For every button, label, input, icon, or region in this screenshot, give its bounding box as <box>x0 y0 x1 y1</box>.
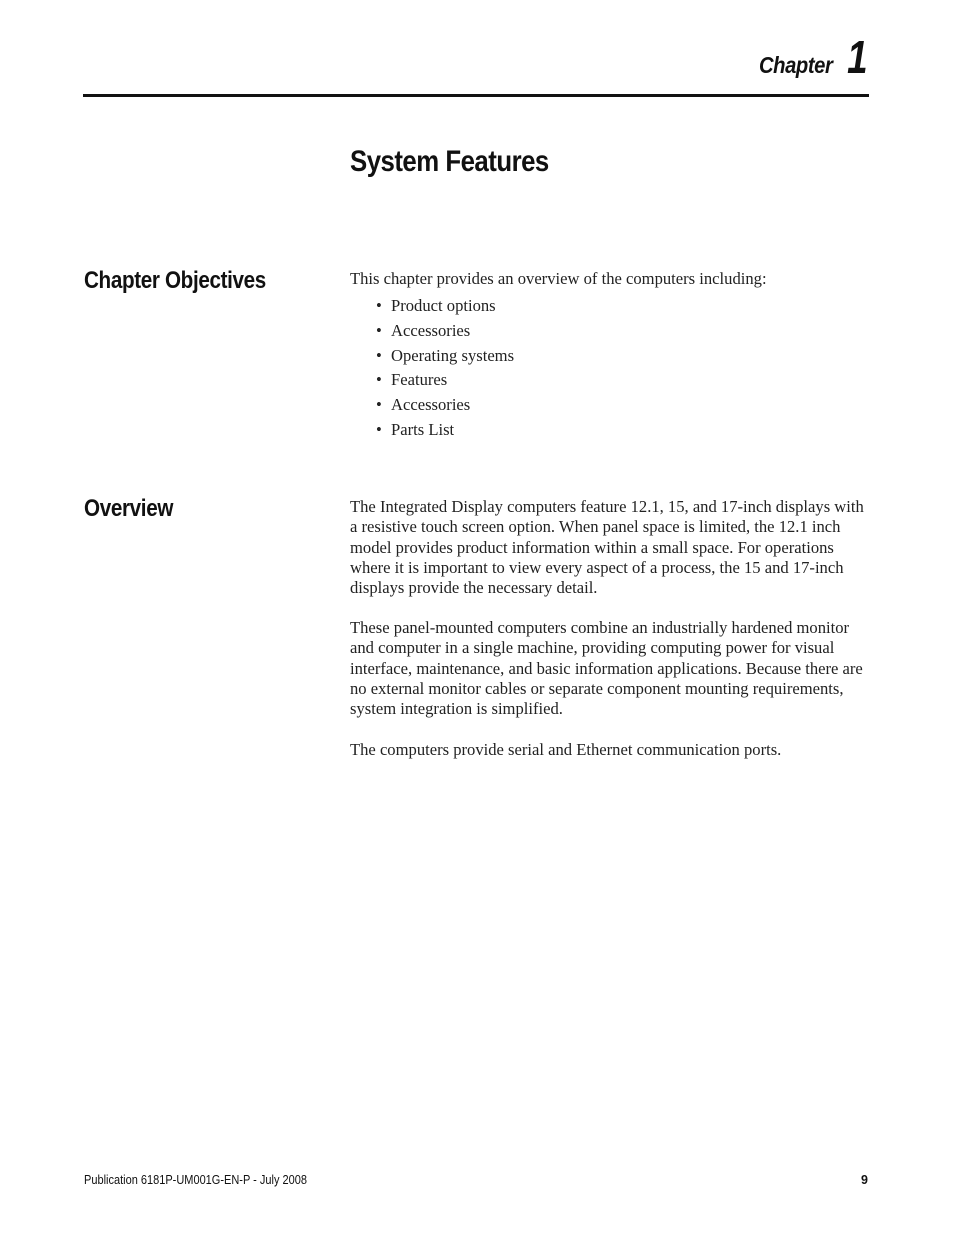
bullet-icon: • <box>376 296 382 315</box>
list-item <box>376 321 514 346</box>
chapter-header <box>749 31 868 83</box>
list-item-label: Operating systems <box>391 345 515 365</box>
bullet-icon: • <box>376 320 382 340</box>
overview-paragraph: These panel-mounted computers combine an industrially hardened monitor and computer in a single machine, providing computing power for visual interface, maintenance, and basic information applications. Because there are no external monitor cables or separate component mounting requirements, system integration is simplified. <box>350 618 863 719</box>
section-heading-overview: Overview <box>84 495 174 522</box>
overview-paragraph: The Integrated Display computers feature 12.1, 15, and 17-inch displays with a resistive touch screen option. When panel space is limited, the 12.1 inch model provides product information within a small space. For operations where it is important to view every aspect of a process, the 15 and 17-inch displays provide the necessary detail. <box>350 497 864 598</box>
list-item-label: Features <box>391 370 448 390</box>
page-title: System Features <box>350 145 549 178</box>
bullet-icon: • <box>376 419 382 439</box>
chapter-label: Chapter <box>759 52 833 78</box>
header-divider <box>83 94 869 97</box>
list-item-label: Parts List <box>391 419 455 439</box>
list-item <box>376 370 514 395</box>
chapter-number: 1 <box>847 31 868 83</box>
bullet-icon: • <box>376 395 382 415</box>
list-item <box>376 296 514 321</box>
bullet-icon: • <box>376 370 382 390</box>
objectives-bullet-list <box>376 296 514 445</box>
list-item <box>376 420 514 445</box>
list-item <box>376 346 514 371</box>
list-item-label: Accessories <box>391 395 471 415</box>
list-item-label: Product options <box>391 296 496 315</box>
section-heading-chapter-objectives: Chapter Objectives <box>84 267 266 294</box>
objectives-intro-text: This chapter provides an overview of the computers including: <box>350 269 767 288</box>
bullet-icon: • <box>376 345 382 365</box>
overview-paragraph: The computers provide serial and Ethernet communication ports. <box>350 740 782 759</box>
footer-publication: Publication 6181P-UM001G-EN-P - July 2008 <box>84 1173 307 1187</box>
list-item-label: Accessories <box>391 320 471 340</box>
page-number: 9 <box>861 1173 868 1187</box>
list-item <box>376 395 514 420</box>
